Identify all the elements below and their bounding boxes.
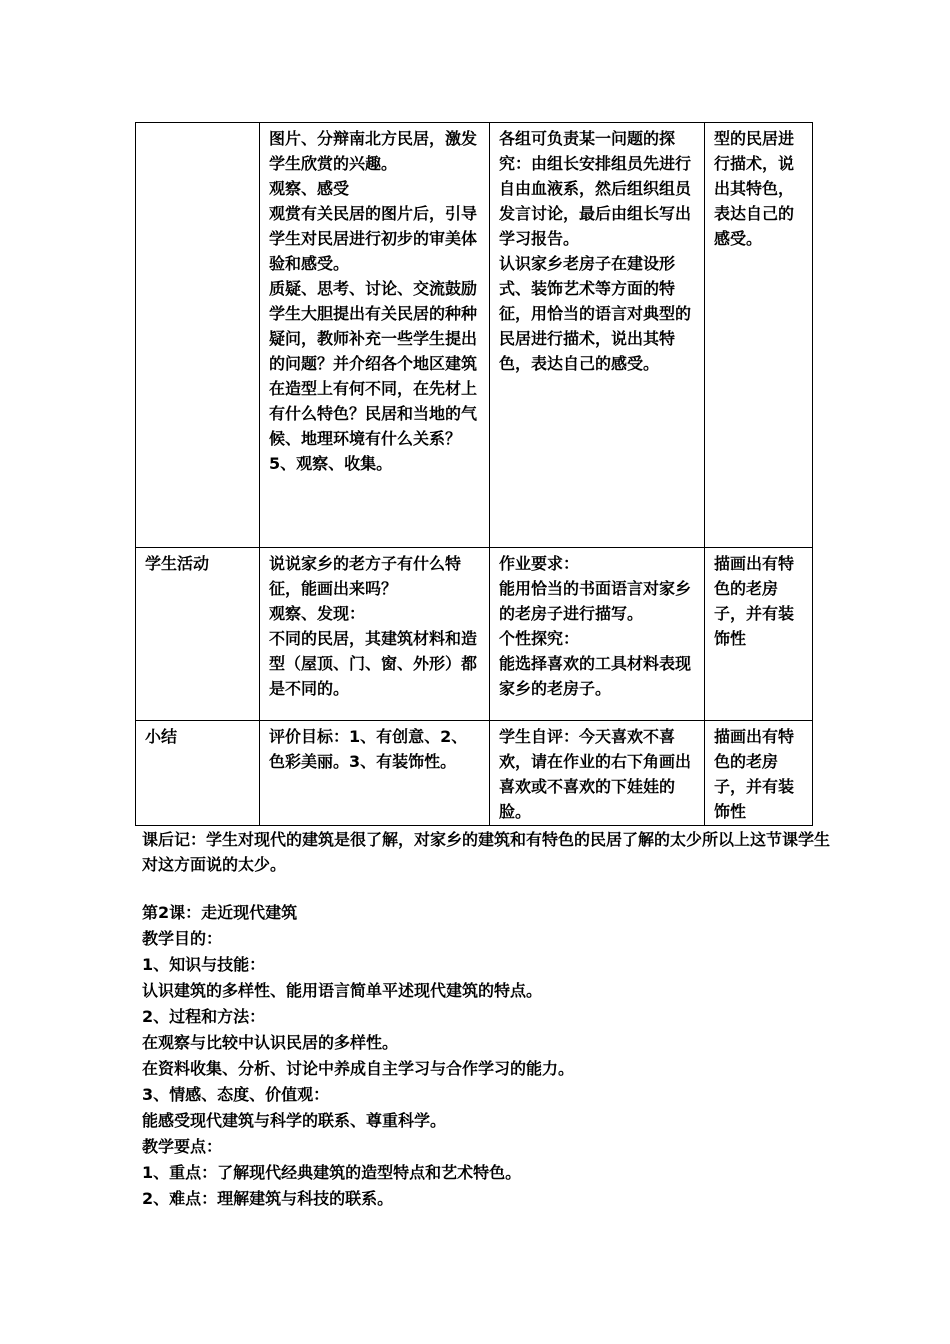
row1-student-activity-cell: 各组可负责某一问题的探究：由组长安排组员先进行自由血液系，然后组织组员发言讨论，最后由组长写出学习报告。 认识家乡老房子在建设形式、装饰艺术等方面的特征，用恰当的语言对典型的民居进行描术，说出其特色，表达自己的感受。 xyxy=(490,123,705,548)
objectives-heading: 教学目的： xyxy=(142,929,223,948)
objective2-text2: 在资料收集、分析、讨论中养成自主学习与合作学习的能力。 xyxy=(142,1059,575,1078)
objective3-heading: 3、情感、态度、价值观： xyxy=(142,1085,330,1104)
table-row xyxy=(136,721,813,826)
row3-goal-cell: 描画出有特色的老房子，并有装饰性 xyxy=(705,721,813,826)
lesson2-title: 第2课：走近现代建筑 xyxy=(142,903,298,922)
lesson2-section xyxy=(142,900,832,1212)
row2-student-activity-cell: 作业要求： 能用恰当的书面语言对家乡的老房子进行描写。 个性探究： 能选择喜欢的工具材料表现家乡的老房子。 xyxy=(490,548,705,721)
objective3-text: 能感受现代建筑与科学的联系、尊重科学。 xyxy=(142,1111,447,1130)
row3-teacher-activity-cell: 评价目标：1、有创意、2、色彩美丽。3、有装饰性。 xyxy=(260,721,490,826)
after-class-note xyxy=(142,827,832,877)
table-row xyxy=(136,123,813,548)
row1-teacher-activity-cell: 图片、分辩南北方民居，激发学生欣赏的兴趣。 观察、感受 观赏有关民居的图片后，引导学生对民居进行初步的审美体验和感受。 质疑、思考、讨论、交流鼓励学生大胆提出有关民居的种种疑问，教师补充一些学生提出的问题？并介绍各个地区建筑在造型上有何不同，在先材上有什么特色？民居和当地的气候、地理环境有什么关系？ 5、观察、收集。 xyxy=(260,123,490,548)
row2-teacher-activity-cell: 说说家乡的老方子有什么特征，能画出来吗？ 观察、发现： 不同的民居，其建筑材料和造型（屋顶、门、窗、外形）都是不同的。 xyxy=(260,548,490,721)
row3-stage-cell: 小结 xyxy=(136,721,260,826)
row2-stage-cell: 学生活动 xyxy=(136,548,260,721)
key-point: 1、重点：了解现代经典建筑的造型特点和艺术特色。 xyxy=(142,1163,522,1182)
table-row xyxy=(136,548,813,721)
difficult-point: 2、难点：理解建筑与科技的联系。 xyxy=(142,1189,394,1208)
row1-stage-cell xyxy=(136,123,260,548)
row1-goal-cell: 型的民居进行描术，说出其特色，表达自己的感受。 xyxy=(705,123,813,548)
objective2-text1: 在观察与比较中认识民居的多样性。 xyxy=(142,1033,399,1052)
key-points-heading: 教学要点： xyxy=(142,1137,223,1156)
objective1-text: 认识建筑的多样性、能用语言简单平述现代建筑的特点。 xyxy=(142,981,543,1000)
row3-student-activity-cell: 学生自评：今天喜欢不喜欢，请在作业的右下角画出喜欢或不喜欢的下娃娃的脸。 xyxy=(490,721,705,826)
objective1-heading: 1、知识与技能： xyxy=(142,955,266,974)
after-class-note-text: 课后记：学生对现代的建筑是很了解，对家乡的建筑和有特色的民居了解的太少所以上这节课学生对这方面说的太少。 xyxy=(142,830,831,874)
lesson-plan-table xyxy=(135,122,813,826)
row2-goal-cell: 描画出有特色的老房子，并有装饰性 xyxy=(705,548,813,721)
objective2-heading: 2、过程和方法： xyxy=(142,1007,266,1026)
